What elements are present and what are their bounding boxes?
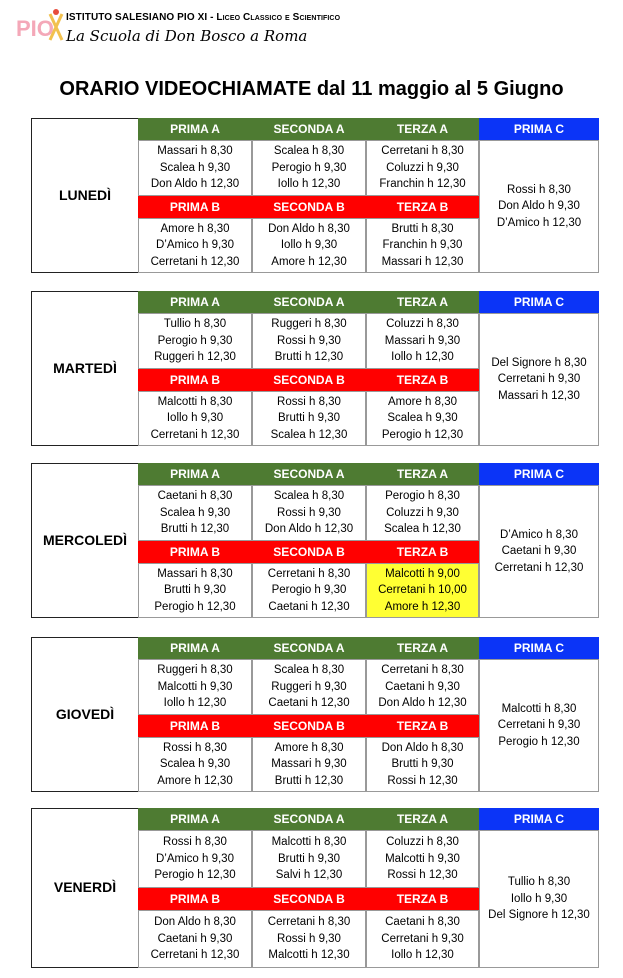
class-header-top: SECONDA A <box>252 291 366 313</box>
teacher-slot: Ruggeri h 12,30 <box>154 351 236 364</box>
teacher-slot: Don Aldo h 12,30 <box>150 178 240 191</box>
teacher-slot: Rossi h 8,30 <box>277 395 341 408</box>
teacher-list <box>366 391 479 446</box>
teacher-list <box>252 313 366 369</box>
teacher-list <box>252 218 366 273</box>
class-header-bottom: SECONDA B <box>252 369 366 391</box>
teacher-list <box>366 910 479 968</box>
teacher-slot: Rossi h 9,30 <box>277 506 341 519</box>
teacher-slot: Caetani h 9,30 <box>157 932 233 945</box>
class-header-side: PRIMA C <box>479 291 599 313</box>
teacher-list <box>252 659 366 715</box>
teacher-slot: Scalea h 9,30 <box>159 758 231 771</box>
day-grid <box>138 291 599 446</box>
class-header-top: PRIMA A <box>138 291 252 313</box>
day-name: LUNEDÌ <box>58 186 112 203</box>
day-name: GIOVEDÌ <box>55 705 115 722</box>
teacher-slot: Rossi h 12,30 <box>387 774 458 787</box>
page-header <box>0 0 623 60</box>
teacher-slot: Franchin h 12,30 <box>379 178 466 191</box>
day-grid <box>138 118 599 273</box>
teacher-slot: Cerretani h 9,30 <box>497 719 581 732</box>
teacher-slot: Amore h 8,30 <box>274 741 344 754</box>
class-header-bottom: PRIMA B <box>138 541 252 563</box>
teacher-slot: Scalea h 9,30 <box>159 161 231 174</box>
teacher-slot: Rossi h 8,30 <box>163 741 227 754</box>
teacher-slot: Scalea h 8,30 <box>273 490 345 503</box>
day-block-2 <box>31 463 599 618</box>
class-header-top: TERZA A <box>366 291 479 313</box>
teacher-list <box>366 485 479 541</box>
class-header-top: PRIMA A <box>138 463 252 485</box>
teacher-slot: Del Signore h 8,30 <box>491 356 587 369</box>
class-header-bottom: TERZA B <box>366 888 479 910</box>
teacher-list <box>252 563 366 618</box>
teacher-list <box>138 737 252 792</box>
teacher-slot: Don Aldo h 12,30 <box>378 697 467 710</box>
teacher-slot: Don Aldo h 8,30 <box>268 222 350 235</box>
class-header-side: PRIMA C <box>479 118 599 140</box>
teacher-slot: Cerretani h 9,30 <box>381 932 464 945</box>
teacher-list <box>252 485 366 541</box>
teacher-slot: Cerretani h 12,30 <box>150 949 240 962</box>
teacher-slot: Massari h 12,30 <box>381 255 464 268</box>
class-header-bottom: PRIMA B <box>138 888 252 910</box>
day-name: MERCOLEDÌ <box>43 531 127 548</box>
teacher-slot: Brutti h 12,30 <box>160 523 230 536</box>
svg-text:PIO: PIO <box>16 16 54 41</box>
teacher-slot: Perogio h 12,30 <box>498 735 580 748</box>
teacher-slot: Cerretani h 8,30 <box>267 567 351 580</box>
teacher-slot: D’Amico h 8,30 <box>500 528 578 541</box>
teacher-list <box>366 659 479 715</box>
teacher-list <box>366 140 479 196</box>
teacher-slot: Scalea h 8,30 <box>273 145 345 158</box>
teacher-list <box>138 659 252 715</box>
teacher-slot: Perogio h 12,30 <box>154 869 236 882</box>
teacher-slot: Cerretani h 9,30 <box>497 373 581 386</box>
class-header-top: PRIMA A <box>138 118 252 140</box>
teacher-slot: Perogio h 12,30 <box>154 600 236 613</box>
teacher-slot: Ruggeri h 9,30 <box>271 680 347 693</box>
teacher-list <box>138 910 252 968</box>
teacher-slot: Iollo h 9,30 <box>166 412 224 425</box>
teacher-slot: Iollo h 9,30 <box>510 892 568 905</box>
teacher-slot: Caetani h 12,30 <box>268 600 350 613</box>
teacher-list <box>138 563 252 618</box>
teacher-slot: Amore h 8,30 <box>387 395 458 408</box>
teacher-slot: Iollo h 12,30 <box>163 697 227 710</box>
day-grid <box>138 463 599 618</box>
teacher-slot: Scalea h 12,30 <box>384 523 461 536</box>
teacher-slot: Malcotti h 9,30 <box>385 852 460 865</box>
teacher-list <box>252 737 366 792</box>
teacher-list <box>138 313 252 369</box>
teacher-slot: Massari h 12,30 <box>498 389 580 402</box>
day-name: VENERDÌ <box>53 879 117 895</box>
teacher-slot: Brutti h 9,30 <box>277 412 340 425</box>
teacher-slot: Coluzzi h 8,30 <box>386 318 459 331</box>
teacher-slot: Amore h 12,30 <box>271 255 347 268</box>
teacher-slot: Cerretani h 12,30 <box>150 255 240 268</box>
teacher-slot: Ruggeri h 8,30 <box>157 664 233 677</box>
teacher-slot: Amore h 12,30 <box>384 600 461 613</box>
day-block-3 <box>31 637 599 792</box>
teacher-list <box>252 830 366 888</box>
class-header-top: TERZA A <box>366 118 479 140</box>
teacher-slot: Ruggeri h 8,30 <box>271 318 347 331</box>
teacher-slot: Malcotti h 8,30 <box>271 836 347 849</box>
day-grid <box>138 637 599 792</box>
teacher-list <box>138 830 252 888</box>
teacher-slot: Malcotti h 8,30 <box>501 702 577 715</box>
teacher-list <box>252 140 366 196</box>
teacher-slot: Rossi h 8,30 <box>163 836 227 849</box>
teacher-slot: Brutti h 8,30 <box>391 222 454 235</box>
teacher-slot: Brutti h 9,30 <box>277 852 340 865</box>
class-header-bottom: TERZA B <box>366 541 479 563</box>
class-header-top: TERZA A <box>366 808 479 830</box>
teacher-slot: Brutti h 12,30 <box>274 774 344 787</box>
school-motto: La Scuola di Don Bosco a Roma <box>66 27 308 45</box>
teacher-slot: Scalea h 9,30 <box>387 412 458 425</box>
class-header-bottom: TERZA B <box>366 196 479 218</box>
teacher-list <box>138 218 252 273</box>
class-header-top: SECONDA A <box>252 808 366 830</box>
teacher-slot: Caetani h 8,30 <box>385 916 460 929</box>
teacher-slot: Massari h 8,30 <box>157 145 233 158</box>
teacher-slot: Don Aldo h 12,30 <box>264 523 354 536</box>
teacher-slot: Malcotti h 8,30 <box>157 395 233 408</box>
teacher-slot: Coluzzi h 8,30 <box>386 836 459 849</box>
teacher-slot: Rossi h 9,30 <box>277 932 341 945</box>
teacher-slot: Perogio h 8,30 <box>385 490 460 503</box>
teacher-slot: Cerretani h 10,00 <box>378 584 467 597</box>
teacher-slot: Malcotti h 9,30 <box>157 680 233 693</box>
teacher-list <box>366 313 479 369</box>
teacher-slot: Cerretani h 8,30 <box>267 916 351 929</box>
teacher-slot: Scalea h 9,30 <box>159 506 231 519</box>
day-name: MARTEDÌ <box>53 359 117 376</box>
teacher-slot: Tullio h 8,30 <box>507 876 571 889</box>
school-name-main: ISTITUTO SALESIANO PIO XI <box>66 12 208 23</box>
teacher-slot: Coluzzi h 9,30 <box>386 161 459 174</box>
class-header-top: SECONDA A <box>252 637 366 659</box>
teacher-list <box>366 218 479 273</box>
class-header-bottom: SECONDA B <box>252 715 366 737</box>
teacher-slot: Brutti h 12,30 <box>274 351 344 364</box>
teacher-slot: Amore h 12,30 <box>157 774 233 787</box>
teacher-slot: Coluzzi h 9,30 <box>386 506 459 519</box>
teacher-list <box>138 485 252 541</box>
teacher-slot: Cerretani h 8,30 <box>381 664 464 677</box>
teacher-slot: Massari h 9,30 <box>384 334 461 347</box>
teacher-slot: Rossi h 8,30 <box>507 183 571 196</box>
teacher-slot: Franchin h 9,30 <box>382 239 463 252</box>
teacher-slot: Cerretani h 12,30 <box>150 428 240 441</box>
class-header-bottom: TERZA B <box>366 715 479 737</box>
teacher-list-side <box>479 830 599 968</box>
teacher-slot: Malcotti h 9,00 <box>385 567 460 580</box>
teacher-slot: Cerretani h 8,30 <box>381 145 464 158</box>
class-header-top: TERZA A <box>366 637 479 659</box>
teacher-slot: Perogio h 9,30 <box>271 161 347 174</box>
teacher-list <box>366 563 479 618</box>
day-grid <box>138 808 599 968</box>
class-header-top: SECONDA A <box>252 463 366 485</box>
school-logo-icon <box>14 6 64 50</box>
teacher-slot: Brutti h 9,30 <box>391 758 454 771</box>
teacher-list <box>252 391 366 446</box>
teacher-list-side <box>479 659 599 792</box>
teacher-slot: Tullio h 8,30 <box>163 318 227 331</box>
school-name <box>66 12 340 23</box>
class-header-top: PRIMA A <box>138 808 252 830</box>
teacher-slot: Rossi h 12,30 <box>387 869 458 882</box>
teacher-slot: Perogio h 9,30 <box>271 584 347 597</box>
school-name-sub: - Liceo Classico e Scientifico <box>207 12 341 23</box>
teacher-list <box>366 737 479 792</box>
teacher-list <box>138 391 252 446</box>
teacher-slot: Del Signore h 12,30 <box>488 909 590 922</box>
teacher-slot: Don Aldo h 8,30 <box>154 916 236 929</box>
teacher-slot: Massari h 9,30 <box>271 758 347 771</box>
teacher-list-side <box>479 485 599 618</box>
teacher-slot: Iollo h 12,30 <box>391 949 454 962</box>
teacher-slot: Iollo h 9,30 <box>280 239 338 252</box>
teacher-slot: D’Amico h 12,30 <box>496 216 582 229</box>
class-header-side: PRIMA C <box>479 463 599 485</box>
teacher-slot: Caetani h 12,30 <box>268 697 350 710</box>
teacher-list <box>138 140 252 196</box>
teacher-slot: Perogio h 9,30 <box>157 334 233 347</box>
teacher-slot: Brutti h 9,30 <box>163 584 226 597</box>
teacher-slot: Malcotti h 12,30 <box>268 949 350 962</box>
page-title: ORARIO VIDEOCHIAMATE dal 11 maggio al 5 Giugno <box>59 78 564 100</box>
class-header-top: TERZA A <box>366 463 479 485</box>
teacher-slot: Don Aldo h 9,30 <box>498 200 580 213</box>
teacher-slot: Salvi h 12,30 <box>275 869 343 882</box>
class-header-bottom: SECONDA B <box>252 196 366 218</box>
teacher-list <box>252 910 366 968</box>
teacher-list-side <box>479 313 599 446</box>
teacher-slot: Scalea h 12,30 <box>270 428 348 441</box>
teacher-slot: Massari h 8,30 <box>157 567 233 580</box>
teacher-slot: Perogio h 12,30 <box>381 428 464 441</box>
teacher-slot: D’Amico h 9,30 <box>156 852 234 865</box>
class-header-bottom: PRIMA B <box>138 369 252 391</box>
class-header-bottom: PRIMA B <box>138 715 252 737</box>
day-block-0 <box>31 118 599 273</box>
teacher-slot: Iollo h 12,30 <box>277 178 341 191</box>
class-header-side: PRIMA C <box>479 808 599 830</box>
teacher-slot: D’Amico h 9,30 <box>156 239 234 252</box>
class-header-bottom: SECONDA B <box>252 888 366 910</box>
teacher-list <box>366 830 479 888</box>
day-block-1 <box>31 291 599 446</box>
teacher-slot: Cerretani h 12,30 <box>494 561 584 574</box>
class-header-top: SECONDA A <box>252 118 366 140</box>
teacher-list-side <box>479 140 599 273</box>
teacher-slot: Caetani h 9,30 <box>501 545 577 558</box>
teacher-slot: Caetani h 9,30 <box>385 680 460 693</box>
teacher-slot: Scalea h 8,30 <box>273 664 345 677</box>
class-header-bottom: TERZA B <box>366 369 479 391</box>
teacher-slot: Caetani h 8,30 <box>157 490 233 503</box>
class-header-bottom: PRIMA B <box>138 196 252 218</box>
teacher-slot: Amore h 8,30 <box>160 222 230 235</box>
class-header-bottom: SECONDA B <box>252 541 366 563</box>
teacher-slot: Rossi h 9,30 <box>277 334 341 347</box>
class-header-side: PRIMA C <box>479 637 599 659</box>
teacher-slot: Iollo h 12,30 <box>391 351 454 364</box>
day-block-4 <box>31 808 599 968</box>
teacher-slot: Don Aldo h 8,30 <box>381 741 464 754</box>
class-header-top: PRIMA A <box>138 637 252 659</box>
